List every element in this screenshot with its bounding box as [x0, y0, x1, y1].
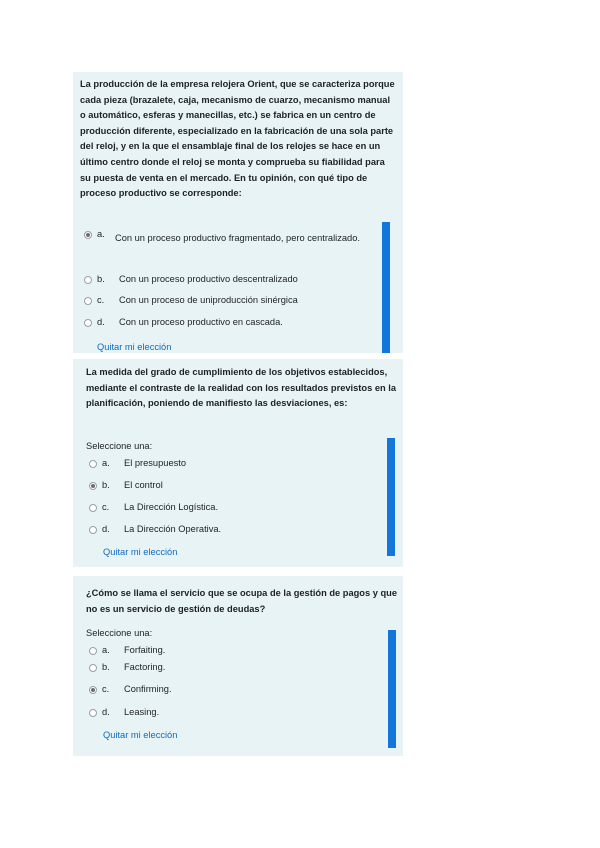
radio-selected-icon[interactable] — [89, 686, 97, 694]
clear-choice-link[interactable]: Quitar mi elección — [103, 730, 178, 740]
option-label: La Dirección Logística. — [124, 502, 219, 512]
option-c[interactable]: c. La Dirección Logística. — [89, 502, 218, 512]
question-text: La producción de la empresa relojera Orient, que se caracteriza porque cada pieza (brazalete, caja, mecanismo de cuarzo, mecanismo manual o automático, esferas y manecillas, etc.) se fabrica en un centro de producción diferente, especializado en la fabricación de una sola parte del reloj, y en la que el ensamblaje final de los relojes se hace en un último centro donde el reloj se monta y comprueba su fiabilidad para su puesta de venta en el mercado. En tu opinión, con qué tipo de proceso productivo se corresponde: — [80, 79, 395, 199]
clear-choice-link[interactable]: Quitar mi elección — [97, 342, 172, 352]
radio-selected-icon[interactable] — [89, 482, 97, 490]
scrollbar[interactable] — [387, 438, 395, 556]
option-b[interactable]: b. Con un proceso productivo descentralizado — [84, 274, 298, 284]
option-label: Forfaiting. — [124, 645, 166, 655]
question-card-3 — [73, 576, 403, 756]
radio-icon[interactable] — [89, 460, 97, 468]
option-a-label[interactable]: Con un proceso productivo fragmentado, pero centralizado. — [115, 233, 360, 243]
radio-icon[interactable] — [89, 709, 97, 717]
question-card-2 — [73, 359, 403, 567]
option-label: Con un proceso de uniproducción sinérgica — [119, 295, 298, 305]
question-text: ¿Cómo se llama el servicio que se ocupa de la gestión de pagos y que no es un servicio de gestión de deudas? — [86, 588, 398, 614]
question-text: La medida del grado de cumplimiento de los objetivos establecidos, mediante el contraste de la realidad con los resultados previstos en la planificación, poniendo de manifiesto las desviaciones, es: — [86, 367, 397, 409]
option-a[interactable]: a. El presupuesto — [89, 458, 186, 468]
option-d[interactable]: d. Con un proceso productivo en cascada. — [84, 317, 283, 327]
option-d[interactable]: d. La Dirección Operativa. — [89, 524, 221, 534]
radio-icon[interactable] — [89, 504, 97, 512]
option-label: Con un proceso productivo en cascada. — [119, 317, 283, 327]
option-label: Con un proceso productivo descentralizado — [119, 274, 298, 284]
radio-icon[interactable] — [89, 647, 97, 655]
select-one-prompt: Seleccione una: — [86, 441, 153, 451]
radio-icon[interactable] — [84, 319, 92, 327]
option-a[interactable]: a. Forfaiting. — [89, 645, 165, 655]
radio-icon[interactable] — [89, 526, 97, 534]
option-c[interactable]: c. Confirming. — [89, 684, 172, 694]
option-label: El presupuesto — [124, 458, 187, 468]
clear-choice-link[interactable]: Quitar mi elección — [103, 547, 178, 557]
radio-icon[interactable] — [84, 276, 92, 284]
option-b[interactable]: b. El control — [89, 480, 163, 490]
option-label: El control — [124, 480, 163, 490]
option-label: La Dirección Operativa. — [124, 524, 222, 534]
scrollbar[interactable] — [388, 630, 396, 748]
radio-selected-icon[interactable] — [84, 231, 92, 239]
option-label: Confirming. — [124, 684, 172, 694]
scrollbar[interactable] — [382, 222, 390, 353]
option-c[interactable]: c. Con un proceso de uniproducción sinérgica — [84, 295, 298, 305]
option-label: Leasing. — [124, 707, 160, 717]
option-b[interactable]: b. Factoring. — [89, 662, 165, 672]
radio-icon[interactable] — [89, 664, 97, 672]
radio-icon[interactable] — [84, 297, 92, 305]
option-a[interactable]: a. — [84, 229, 119, 239]
question-card-1 — [73, 72, 403, 353]
option-d[interactable]: d. Leasing. — [89, 707, 159, 717]
select-one-prompt: Seleccione una: — [86, 628, 153, 638]
option-label: Factoring. — [124, 662, 166, 672]
